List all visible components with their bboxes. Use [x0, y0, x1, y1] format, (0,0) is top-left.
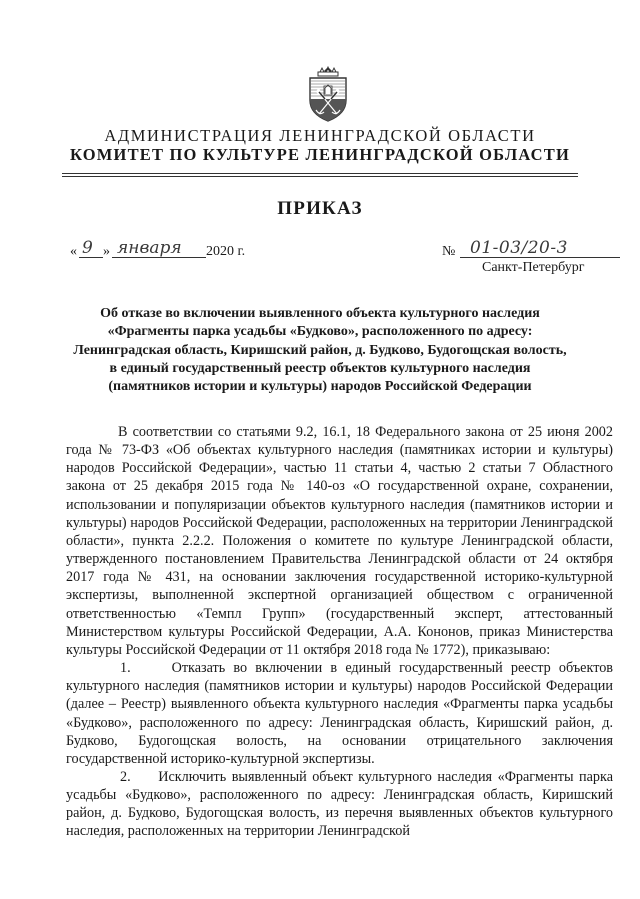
organization-name: АДМИНИСТРАЦИЯ ЛЕНИНГРАДСКОЙ ОБЛАСТИ [104, 126, 536, 145]
coat-of-arms-emblem [307, 66, 349, 122]
date-day: 9 [82, 238, 93, 258]
header-divider [62, 176, 578, 177]
number-sign: № [442, 244, 456, 259]
heading-line: (памятников истории и культуры) народов Российской Федерации [108, 379, 532, 395]
document-type-title: ПРИКАЗ [277, 198, 363, 219]
heading-line: в единый государственный реестр объектов культурного наследия [109, 360, 531, 376]
number-value: 01-03/20-3 [470, 238, 568, 258]
document-body [66, 423, 613, 841]
date-month: января [117, 238, 182, 258]
date-close-quote: » [103, 244, 110, 259]
document-city: Санкт-Петербург [482, 260, 585, 275]
document-heading [40, 305, 600, 396]
number-underline [460, 257, 620, 258]
date-year: 2020 г. [206, 244, 246, 259]
order-item-2: 2. Исключить выявленный объект культурного наследия «Фрагменты парка усадьбы «Будково», расположенного по адресу: Ленинградская область, Киришский район, д. Будково, Будогощская волость, из перечня выявленных объектов культурного наследия, расположенных на территории Ленинградской [66, 768, 613, 840]
heading-line: «Фрагменты парка усадьбы «Будково», расположенного по адресу: [107, 324, 533, 340]
heading-line: Об отказе во включении выявленного объекта культурного наследия [100, 306, 540, 321]
heading-line: Ленинградская область, Киришский район, д. Будково, Будогощская волость, [73, 342, 567, 358]
date-open-quote: « [70, 244, 77, 259]
document-number [442, 240, 622, 262]
document-date [70, 240, 270, 262]
committee-name: КОМИТЕТ ПО КУЛЬТУРЕ ЛЕНИНГРАДСКОЙ ОБЛАСТИ [69, 145, 571, 164]
date-day-underline [79, 257, 103, 258]
date-month-underline [112, 257, 206, 258]
header-divider [62, 173, 578, 174]
order-item-1: 1. Отказать во включении в единый государственный реестр объектов культурного наследия (памятников истории и культуры) народов Российской Федерации (далее – Реестр) выявленного объекта культурного наследия «Фрагменты парка усадьбы «Будково», расположенного по адресу: Ленинградская область, Киришский район, д. Будково, Будогощская волость, на основании отрицательного заключения государственной историко-культурной экспертизы. [66, 660, 613, 767]
preamble-paragraph: В соответствии со статьями 9.2, 16.1, 18 Федерального закона от 25 июня 2002 года № 73-ФЗ «Об объектах культурного наследия (памятниках истории и культуры) народов Российской Федерации», частью 11 статьи 4, частью 2 статьи 7 Областного закона от 25 декабря 2015 года № 140-оз «О государственной охране, сохранении, использовании и популяризации объектов культурного наследия (памятников истории и культуры) народов Российской Федерации, расположенных на территории Ленинградской области», пункта 2.2.2. Положения о комитете по культуре Ленинградской области, утвержденного постановлением Правительства Ленинградской области от 24 октября 2017 года № 431, на основании заключения государственной историко-культурной экспертизы, выполненной экспертной организацией обществом с ограниченной ответственностью «Темпл Групп» (государственный эксперт, аттестованный Министерством культуры Российской Федерации, А.А. Кононов, приказ Министерства культуры Российской Федерации от 11 октября 2018 года № 1772), приказываю: [66, 424, 613, 658]
